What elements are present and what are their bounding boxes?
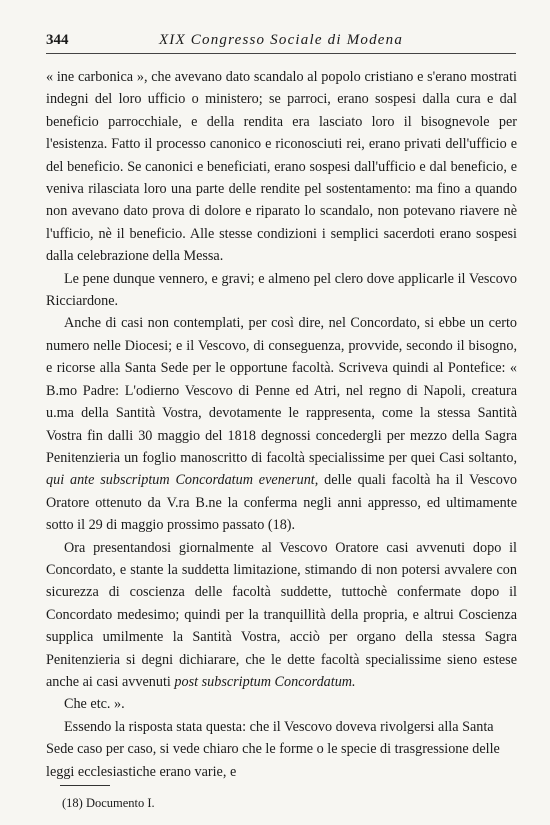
paragraph-text: « ine carbonica », che avevano dato scandalo al popolo cristiano e s'erano mostrati indegni del loro ufficio o ministero; se parroci, erano sospesi dalla cura e dal beneficio parrocchiale, e della rendita era lasciato loro il bisognevole per l'esistenza. Fatto il processo canonico e riconosciuti rei, erano privati dell'ufficio e del beneficio. Se canonici e beneficiati, erano sospesi dall'ufficio e dal beneficio, e veniva rilasciata loro una parte delle rendite pel sostentamento: ma fino a quando non avevano dato prova di dolore e riparato lo scandalo, non potevano riavere nè l'ufficio, nè il beneficio. Alle stesse condizioni i semplici sacerdoti erano sospesi dalla celebrazione della Messa. bbox=[46, 69, 517, 265]
latin-phrase: post subscriptum Concordatum. bbox=[174, 673, 356, 690]
latin-phrase: qui ante subscriptum Concordatum evenerunt, bbox=[46, 472, 319, 489]
running-head: XIX Congresso Sociale di Modena bbox=[158, 32, 404, 48]
paragraph-text: Che etc. ». bbox=[64, 696, 125, 713]
paragraph-text: Le pene dunque vennero, e gravi; e almeno pel clero dove applicarle il Vescovo Ricciardone. bbox=[46, 270, 517, 310]
footnote-rule bbox=[60, 785, 110, 786]
paragraph-text: Anche di casi non contemplati, per così dire, nel Concordato, si ebbe un certo numero nelle Diocesi; e il Vescovo, di conseguenza, provvide, secondo il bisogno, e ricorse alla Santa Sede per le opportune facoltà. Scriveva quindi al Pontefice: « B.mo Padre: L'odierno Vescovo di Penne ed Atri, nel regno di Napoli, creatura u.ma della Santità Vostra, devotamente le rappresenta, come la stessa Santità Vostra fin dalli 30 maggio del 1818 degnossi concedergli per mezzo della Sagra Penitenzieria un foglio manoscritto di facoltà specialissime per quei Casi soltanto, bbox=[46, 315, 517, 466]
paragraph bbox=[46, 312, 517, 536]
paragraph-text: Essendo la risposta stata questa: che il Vescovo doveva rivolgersi alla Santa Sede caso per caso, si vede chiaro che le forme o le specie di trasgressione delle leggi ecclesiastiche erano varie, e bbox=[46, 718, 500, 780]
paragraph bbox=[46, 537, 517, 694]
paragraph-text: Ora presentandosi giornalmente al Vescovo Oratore casi avvenuti dopo il Concordato, e stante la suddetta limitazione, stimando di non potersi avvalere con sicurezza di coscienza delle facoltà suddette, tuttochè confermate dopo il Concordato medesimo; quindi per la tranquillità della propria, e altrui Coscienza supplica umilmente la Santità Vostra, acciò per organo della stessa Sagra Penitenzieria si degni dichiarare, che le dette facoltà specialissime sieno estese anche ai casi avvenuti bbox=[46, 539, 517, 690]
page-number: 344 bbox=[46, 32, 69, 48]
paragraph-text: delle quali facoltà ha il Vescovo Oratore ottenuto da V.ra B.ne la conferma negli anni appresso, ed ultimamente sotto il 29 di maggio prossimo passato (18). bbox=[46, 472, 518, 534]
header-rule bbox=[46, 53, 516, 54]
paragraph bbox=[46, 66, 517, 268]
paragraph bbox=[46, 693, 517, 715]
footnote: (18) Documento I. bbox=[62, 796, 155, 810]
paragraph bbox=[46, 716, 517, 783]
paragraph bbox=[46, 268, 517, 313]
body-text bbox=[46, 66, 517, 783]
page-header bbox=[46, 30, 516, 50]
